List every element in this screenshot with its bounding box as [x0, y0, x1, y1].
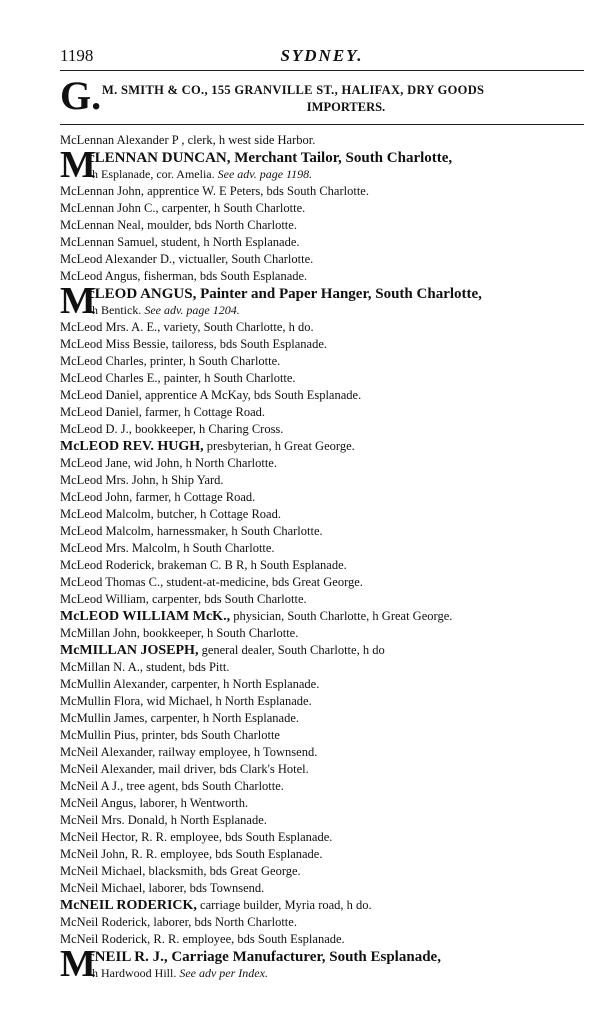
entry-name: cLENNAN DUNCAN, Merchant Tailor, South Charlotte,	[88, 150, 453, 166]
entry-address: h Hardwood Hill.	[92, 966, 177, 980]
entry-details: general dealer, South Charlotte, h do	[198, 643, 385, 657]
directory-entry: McNeil John, R. R. employee, bds South Esplanade.	[60, 847, 323, 861]
directory-entry: McMullin Flora, wid Michael, h North Esplanade.	[60, 694, 312, 708]
directory-entry: McNeil Alexander, mail driver, bds Clark's Hotel.	[60, 762, 309, 776]
entry-details: presbyterian, h Great George.	[203, 439, 355, 453]
directory-entry: McLennan Neal, moulder, bds North Charlotte.	[60, 218, 297, 232]
directory-entry: McNeil Alexander, railway employee, h Townsend.	[60, 745, 318, 759]
directory-entry: McLeod Thomas C., student-at-medicine, bds Great George.	[60, 575, 363, 589]
directory-entry: McNeil Michael, laborer, bds Townsend.	[60, 881, 265, 895]
advertisement-banner	[60, 73, 590, 120]
entry-advert-reference: See adv per Index.	[179, 966, 268, 980]
entry-name: McNEIL RODERICK,	[60, 898, 197, 913]
entry-address: h Esplanade, cor. Amelia.	[92, 167, 215, 181]
entry-drop-cap: M	[60, 943, 96, 985]
directory-entry-featured	[60, 943, 595, 985]
entry-advert-reference: See adv. page 1204.	[144, 303, 240, 317]
directory-entry: McLennan John, apprentice W. E Peters, bds South Charlotte.	[60, 184, 369, 198]
entry-address-line	[92, 303, 240, 318]
directory-entry-featured	[60, 144, 595, 186]
directory-entry: McLeod Daniel, farmer, h Cottage Road.	[60, 405, 265, 419]
directory-entry: McMullin Alexander, carpenter, h North Esplanade.	[60, 677, 320, 691]
advert-rule	[60, 124, 584, 125]
entry-address-line	[92, 167, 312, 182]
page-number: 1198	[60, 46, 94, 65]
header-rule	[60, 70, 584, 71]
directory-entry: McLeod Charles E., painter, h South Charlotte.	[60, 371, 296, 385]
directory-entry: McLeod Mrs. A. E., variety, South Charlotte, h do.	[60, 320, 314, 334]
entry-advert-reference: See adv. page 1198.	[217, 167, 313, 181]
entry-address: h Bentick.	[92, 303, 142, 317]
directory-entry: McLeod Angus, fisherman, bds South Esplanade.	[60, 269, 308, 283]
directory-entry: McNeil Hector, R. R. employee, bds South Esplanade.	[60, 830, 333, 844]
directory-entry: McLeod Malcolm, harnessmaker, h South Charlotte.	[60, 524, 323, 538]
directory-entry: McNeil Angus, laborer, h Wentworth.	[60, 796, 249, 810]
directory-entry: McMullin Pius, printer, bds South Charlotte	[60, 728, 280, 742]
directory-entry	[60, 438, 595, 455]
directory-entry: McLeod Roderick, brakeman C. B R, h South Esplanade.	[60, 558, 347, 572]
directory-entry: McNeil Michael, blacksmith, bds Great George.	[60, 864, 301, 878]
directory-entry	[60, 897, 595, 914]
directory-entry: McLeod Miss Bessie, tailoress, bds South Esplanade.	[60, 337, 327, 351]
page-title: SYDNEY.	[280, 46, 364, 65]
entry-name: cNEIL R. J., Carriage Manufacturer, South Esplanade,	[88, 949, 441, 965]
directory-entry: McLeod Alexander D., victualler, South Charlotte.	[60, 252, 314, 266]
directory-entry	[60, 608, 595, 625]
directory-entry: McNeil A J., tree agent, bds South Charlotte.	[60, 779, 284, 793]
entry-drop-cap: M	[60, 280, 96, 322]
entry-name: McLEOD REV. HUGH,	[60, 439, 204, 454]
entry-name: McLEOD WILLIAM McK.,	[60, 609, 231, 624]
directory-entry: McNeil Roderick, R. R. employee, bds South Esplanade.	[60, 932, 345, 946]
directory-entry: McMullin James, carpenter, h North Esplanade.	[60, 711, 300, 725]
directory-listing	[60, 132, 595, 985]
entry-address-line	[92, 966, 268, 981]
directory-entry: McLennan Samuel, student, h North Esplanade.	[60, 235, 300, 249]
directory-entry: McNeil Mrs. Donald, h North Esplanade.	[60, 813, 267, 827]
advert-line-2: IMPORTERS.	[306, 100, 386, 114]
directory-entry: McMillan John, bookkeeper, h South Charlotte.	[60, 626, 299, 640]
entry-name: McMILLAN JOSEPH,	[60, 643, 199, 658]
directory-entry: McLennan Alexander P , clerk, h west side Harbor.	[60, 133, 316, 147]
directory-entry: McLeod Mrs. Malcolm, h South Charlotte.	[60, 541, 275, 555]
directory-entry: McMillan N. A., student, bds Pitt.	[60, 660, 230, 674]
entry-details: carriage builder, Myria road, h do.	[196, 898, 372, 912]
directory-entry-featured	[60, 280, 595, 322]
directory-entry: McLeod Charles, printer, h South Charlotte.	[60, 354, 281, 368]
directory-entry: McLennan John C., carpenter, h South Charlotte.	[60, 201, 306, 215]
page-header	[60, 44, 584, 70]
entry-drop-cap: M	[60, 144, 96, 186]
entry-name: cLEOD ANGUS, Painter and Paper Hanger, South Charlotte,	[88, 286, 482, 302]
directory-entry: McLeod Jane, wid John, h North Charlotte.	[60, 456, 277, 470]
directory-entry: McLeod D. J., bookkeeper, h Charing Cross.	[60, 422, 284, 436]
directory-entry: McLeod John, farmer, h Cottage Road.	[60, 490, 256, 504]
directory-entry: McLeod William, carpenter, bds South Charlotte.	[60, 592, 307, 606]
advert-initial: G.	[60, 73, 102, 118]
entry-details: physician, South Charlotte, h Great George.	[230, 609, 453, 623]
advert-line-1: M. SMITH & CO., 155 GRANVILLE ST., HALIFAX, DRY GOODS	[102, 83, 485, 97]
directory-entry: McLeod Daniel, apprentice A McKay, bds South Esplanade.	[60, 388, 362, 402]
directory-entry: McLeod Malcolm, butcher, h Cottage Road.	[60, 507, 281, 521]
directory-entry	[60, 642, 595, 659]
directory-entry: McLeod Mrs. John, h Ship Yard.	[60, 473, 224, 487]
directory-entry: McNeil Roderick, laborer, bds North Charlotte.	[60, 915, 297, 929]
